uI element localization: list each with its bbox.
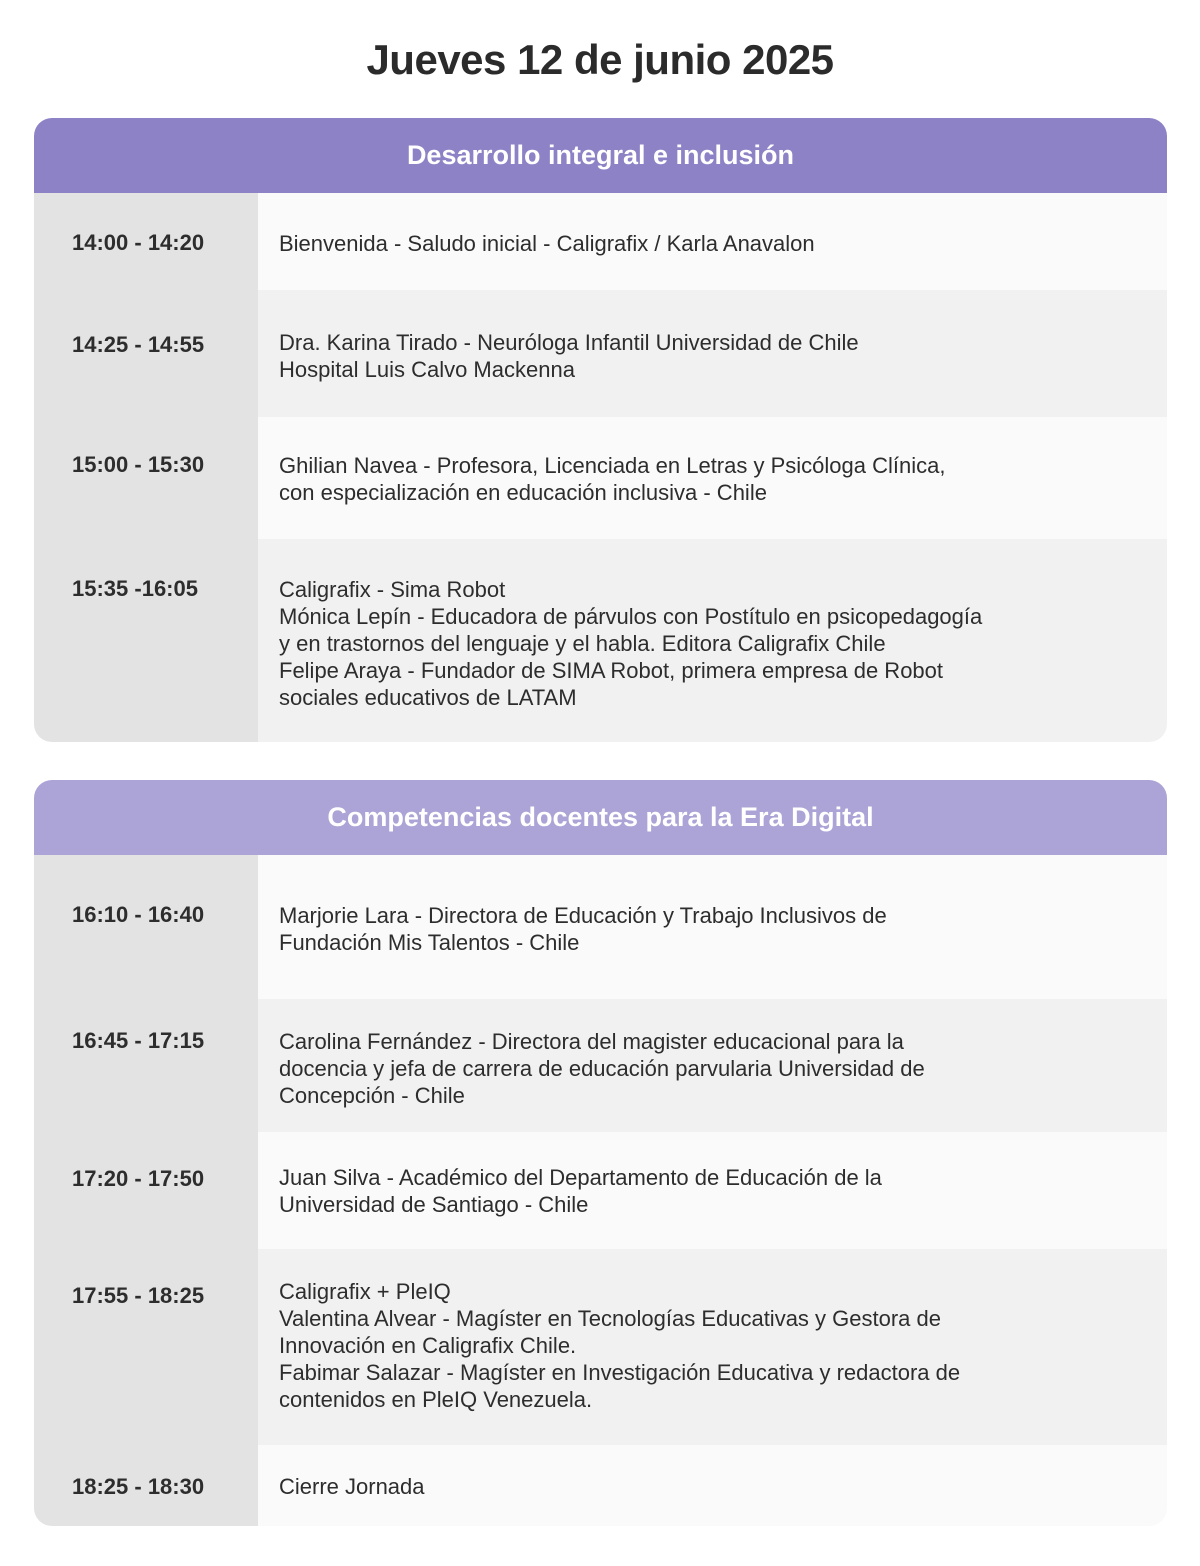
schedule-row [34,539,1167,742]
description-line: Carolina Fernández - Directora del magister educacional para la [279,1029,904,1054]
description-line: Caligrafix - Sima Robot [279,577,506,602]
schedule-row [34,999,1167,1132]
schedule-row [34,855,1167,999]
schedule-row [34,193,1167,290]
time-slot: 14:00 - 14:20 [34,193,258,290]
description-line: Concepción - Chile [279,1083,465,1108]
section-header: Competencias docentes para la Era Digital [34,780,1167,855]
session-description [258,193,1167,290]
description-line: Valentina Alvear - Magíster en Tecnologías Educativas y Gestora de [279,1306,941,1331]
session-description [258,539,1167,742]
time-slot: 14:25 - 14:55 [34,290,258,417]
schedule-row [34,417,1167,539]
session-description [258,1445,1167,1526]
description-line: Bienvenida - Saludo inicial - Caligrafix / Karla Anavalon [279,231,815,256]
description-line: Caligrafix + PleIQ [279,1279,451,1304]
description-line: Juan Silva - Académico del Departamento de Educación de la [279,1165,882,1190]
time-slot: 17:20 - 17:50 [34,1132,258,1249]
description-line: Innovación en Caligrafix Chile. [279,1333,577,1358]
session-description [258,1249,1167,1445]
time-slot: 15:35 -16:05 [34,539,258,742]
time-slot: 18:25 - 18:30 [34,1445,258,1526]
time-slot: 16:45 - 17:15 [34,999,258,1132]
description-line: con especialización en educación inclusiva - Chile [279,480,767,505]
session-description [258,999,1167,1132]
section-header: Desarrollo integral e inclusión [34,118,1167,193]
description-line: Marjorie Lara - Directora de Educación y Trabajo Inclusivos de [279,903,887,928]
session-description [258,417,1167,539]
description-line: Mónica Lepín - Educadora de párvulos con Postítulo en psicopedagogía [279,604,983,629]
description-line: Cierre Jornada [279,1474,425,1499]
page-title: Jueves 12 de junio 2025 [366,36,834,83]
description-line: sociales educativos de LATAM [279,685,577,710]
description-line: Dra. Karina Tirado - Neuróloga Infantil Universidad de Chile [279,330,859,355]
session-block-competencias [34,780,1167,1526]
schedule-row [34,1249,1167,1445]
description-line: Fundación Mis Talentos - Chile [279,930,580,955]
description-line: docencia y jefa de carrera de educación parvularia Universidad de [279,1056,925,1081]
session-description [258,290,1167,417]
schedule-row [34,1445,1167,1526]
session-description [258,855,1167,999]
time-slot: 15:00 - 15:30 [34,417,258,539]
description-line: contenidos en PleIQ Venezuela. [279,1387,593,1412]
description-line: Ghilian Navea - Profesora, Licenciada en Letras y Psicóloga Clínica, [279,453,946,478]
session-description [258,1132,1167,1249]
description-line: y en trastornos del lenguaje y el habla. Editora Caligrafix Chile [279,631,886,656]
description-line: Felipe Araya - Fundador de SIMA Robot, primera empresa de Robot [279,658,944,683]
schedule-row [34,1132,1167,1249]
schedule-row [34,290,1167,417]
description-line: Universidad de Santiago - Chile [279,1192,589,1217]
time-slot: 16:10 - 16:40 [34,855,258,999]
session-block-desarrollo [34,118,1167,742]
description-line: Hospital Luis Calvo Mackenna [279,357,575,382]
time-slot: 17:55 - 18:25 [34,1249,258,1445]
description-line: Fabimar Salazar - Magíster en Investigación Educativa y redactora de [279,1360,961,1385]
